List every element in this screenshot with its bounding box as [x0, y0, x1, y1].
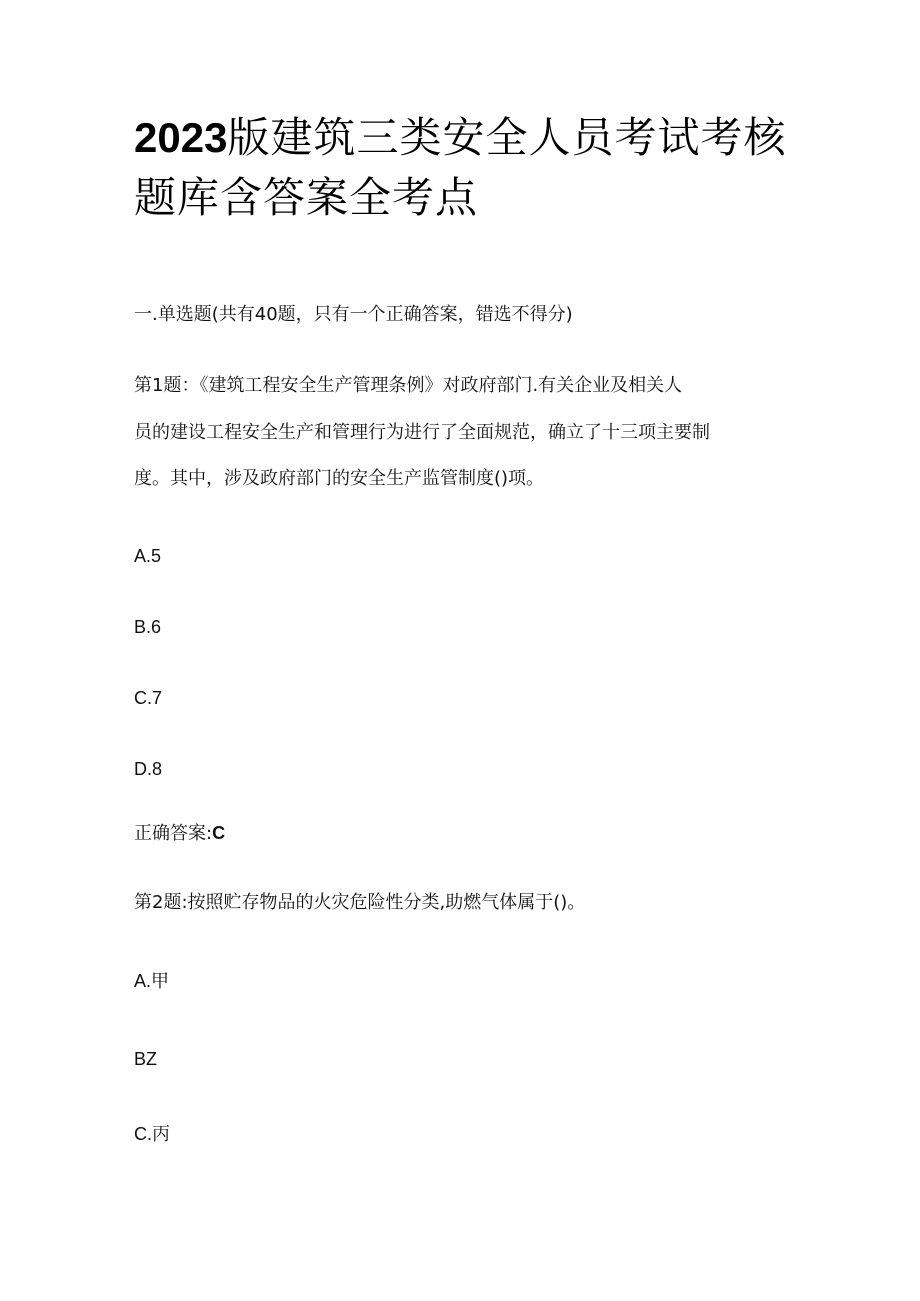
question-2-option-a: A.甲 — [134, 971, 170, 991]
title-line1-rest: 版建筑三类安全人员考试考核 — [227, 113, 787, 162]
question-1-option-a: A.5 — [134, 546, 162, 566]
document-title — [134, 108, 834, 228]
question-2-option-c: C.丙 — [134, 1124, 170, 1144]
question-1-stem-line-2: 员的建设工程安全生产和管理行为进行了全面规范，确立了十三项主要制 — [134, 422, 710, 443]
question-2-option-b: BZ — [134, 1049, 158, 1069]
question-1-option-c: C.7 — [134, 688, 163, 708]
question-1-stem-line-1: 第1题：《建筑工程安全生产管理条例》对政府部门.有关企业及相关人 — [134, 375, 683, 396]
answer-label: 正确答案: — [134, 823, 213, 844]
question-1-stem-line-3: 度。其中，涉及政府部门的安全生产监管制度()项。 — [134, 468, 545, 489]
question-1-answer — [134, 821, 225, 846]
title-year: 2023 — [134, 114, 228, 161]
title-line2: 题库含答案全考点 — [134, 173, 479, 222]
question-1-option-b: B.6 — [134, 617, 162, 637]
answer-value: C — [212, 823, 226, 843]
section-heading: 一.单选题(共有40题，只有一个正确答案，错选不得分) — [134, 304, 573, 325]
question-2-stem-line-1: 第2题:按照贮存物品的火灾危险性分类,助燃气体属于()。 — [134, 892, 586, 913]
question-1-option-d: D.8 — [134, 759, 163, 779]
